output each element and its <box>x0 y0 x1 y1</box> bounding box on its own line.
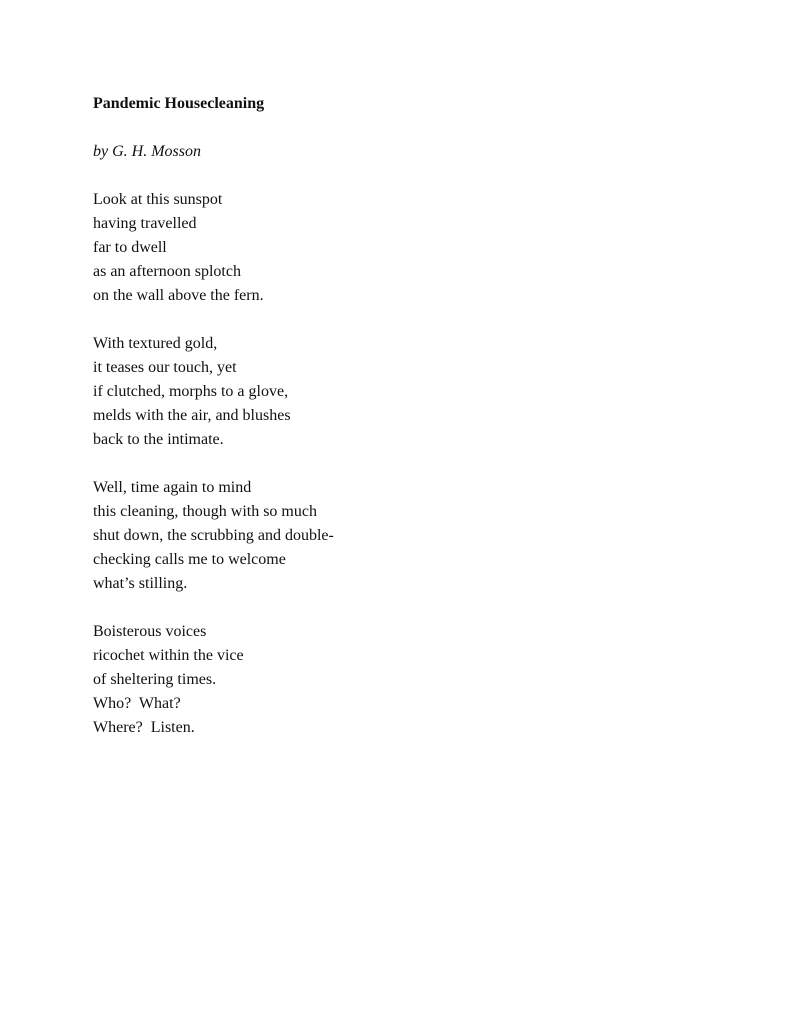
stanza-1 <box>93 188 693 308</box>
poem-line: With textured gold, <box>93 335 218 352</box>
stanza-2 <box>93 332 693 452</box>
poem-line: melds with the air, and blushes <box>93 407 291 424</box>
poem-line: if clutched, morphs to a glove, <box>93 383 289 400</box>
stanza-4 <box>93 620 693 740</box>
poem-line: on the wall above the fern. <box>93 287 264 304</box>
stanza-3 <box>93 476 693 596</box>
poem-line: it teases our touch, yet <box>93 359 237 376</box>
poem-line: Who? What? <box>93 695 181 712</box>
poem-line: as an afternoon splotch <box>93 263 241 280</box>
poem-line: Where? Listen. <box>93 719 195 736</box>
poem-line: far to dwell <box>93 239 167 256</box>
poem-line: having travelled <box>93 215 197 232</box>
poem-line: back to the intimate. <box>93 431 224 448</box>
poem-line: shut down, the scrubbing and double- <box>93 527 334 544</box>
poem-author: by G. H. Mosson <box>93 143 201 160</box>
poem-line: Look at this sunspot <box>93 191 223 208</box>
poem-line: this cleaning, though with so much <box>93 503 317 520</box>
poem-line: of sheltering times. <box>93 671 217 688</box>
poem-line: what’s stilling. <box>93 575 188 592</box>
poem-title: Pandemic Housecleaning <box>93 95 265 112</box>
poem-line: checking calls me to welcome <box>93 551 286 568</box>
poem-line: ricochet within the vice <box>93 647 244 664</box>
poem <box>93 92 693 740</box>
poem-line: Boisterous voices <box>93 623 207 640</box>
poem-line: Well, time again to mind <box>93 479 252 496</box>
